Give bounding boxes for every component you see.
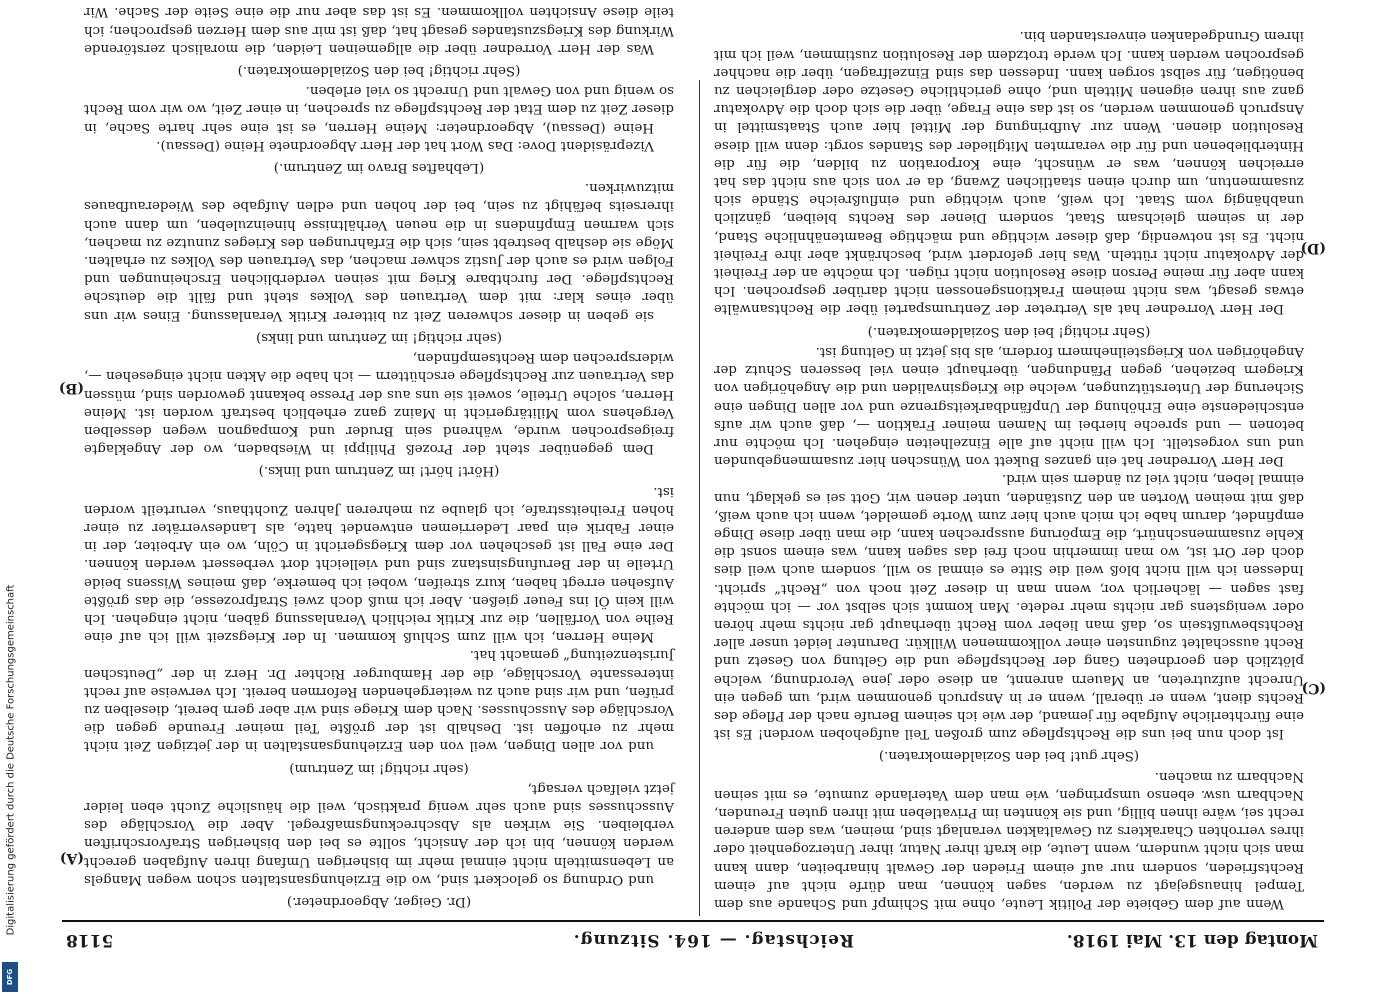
paragraph: und Ordnung so gelockert sind, wo die Erziehungsanstalten schon wegen Mangels an Lebensmitteln nicht einmal mehr im bisherigen Umfang ihren Aufgaben gerecht werden können, bin ich der Ansicht, sollte es bei den bisherigen Strafvorschriften verbleiben. Sie wirken als Abschreckungsmaßregel. Aber die Vorschläge des Ausschusses sind auch sehr wenig praktisch, weil die häusliche Zucht eben leider jetzt vielfach versagt,: [84, 780, 674, 887]
paragraph: Ist doch nun bei uns die Rechtspflege zum großen Teil aufgehoben worden! Es ist eine fürchterliche Aufgabe für jemand, der wie ich seinem Berufe nach der Pflege des Rechts dient, wenn er überall, wenn er in Anspruch genommen wird, um gegen ein Unrecht aufzutreten, an Mauern anrennt, an diese oder jene Verordnung, welche plötzlich den geordneten Gang der Rechtspflege und die Geltung von Gesetz und Recht ausschaltet zugunsten einer vollkommenen Willkür. Darunter leidet unser aller Rechtsbewußtsein so, daß man lieber vom Recht überhaupt gar nichts mehr hören oder wenigstens gar nichts mehr redete. Man kommt sich selbst vor — ich möchte fast sagen — lächerlich vor, wenn man in dieser Zeit noch von „Recht“ spricht. Indessen ich will nicht bloß weil die Sitte es einmal so will, sondern auch weil dies doch der Ort ist, wo man immerhin noch frei das sagen kann, was einem sonst die Kehle zusammenschnürt, die Empörung aussprechen kann, die man über diese Dinge empfindet, darum habe ich mich auch hier zum Worte gemeldet, wenn ich auch weiß, daß mit meinen Worten an den Zuständen, unter denen wir, Gott sei es geklagt, nun einmal leben, nicht viel zu ändern sein wird.: [714, 471, 1304, 742]
page-number: 5118: [66, 930, 114, 950]
paragraph: Dem gegenüber steht der Prozeß Philippi in Wiesbaden, wo der Angeklagte freigesprochen wurde, während sein Bruder und Kompagnon wegen desselben Vergehens vom Militärgericht in Mainz ganz erheblich bestraft worden ist. Meine Herren, solche Urteile, soweit sie uns aus der Presse bekannt geworden sind, müssen das Vertrauen zur Rechtspflege erschüttern — ich habe die Akten nicht eingesehen —, widersprechen dem Rechtsempfinden,: [84, 350, 674, 457]
page-header: [62, 920, 1324, 956]
scanned-page-area: [58, 4, 1326, 956]
page-title: Reichstag. — 164. Sitzung.: [572, 930, 854, 950]
margin-letter-a: (A): [59, 850, 84, 866]
interjection: (Sehr gut! bei den Sozialdemokraten.): [878, 748, 1140, 764]
dfg-logo: DFG: [2, 962, 18, 992]
column-divider: [699, 80, 700, 916]
newspaper-page: [58, 4, 1326, 956]
interjection: (Hört! hört! im Zentrum und links.): [258, 463, 500, 479]
paragraph: Wenn auf dem Gebiete der Politik Leute, ohne mit Schimpf und Schande aus dem Tempel hinausgejagt zu werden, sagen können, man dürfe nicht auf einem Rechtsfrieden, sondern nur auf einem Frieden der Gewalt hinarbeiten, dann kann man sich nicht wundern, wenn Leute, die kraft ihrer Natur, ihrer Unterzogenheit oder ihres verrohten Charakters zu Gewaltakten veranlagt sind, meinen, was dem anderen recht sei, wäre ihnen billig, und sie könnten im Privatleben mit ihren guten Freunden, Nachbarn usw. ebenso umspringen, wie man dem Vaterlande zumute, es mit seinen Nachbarn zu machen.: [714, 768, 1304, 911]
speaker-label: (Dr. Geiger, Abgeordneter.): [286, 894, 472, 909]
paragraph: und vor allen Dingen, weil von den Erziehungsanstalten in der jetzigen Zeit nicht mehr zu erhoffen ist. Deshalb ist der größte Teil meiner Freunde gegen die Vorschläge des Ausschusses. Nach dem Kriege sind wir aber gern bereit, dieselben zu prüfen, und wir sind auch zu weitergehenden Reformen bereit. Ich verweise auf recht interessante Vorschläge, die der Hamburger Richter Dr. Herz in der „Deutschen Juristenzeitung“ gemacht hat.: [84, 647, 674, 754]
paragraph: Was der Herr Vorredner über die allgemeinen Leiden, die moralisch zerstörende Wirkung des Kriegszustandes gesagt hat, daß ist mir aus dem Herzen gesprochen; ich teile diese Ansichten vollkommen. Es ist das aber nur die eine Seite der Sache. Wir: [84, 4, 674, 56]
page-date: Montag den 13. Mai 1918.: [1066, 930, 1318, 950]
digitization-credit: Digitalisierung gefördert durch die Deutsche Forschungsgemeinschaft: [5, 584, 17, 936]
side-credit-strip: [0, 0, 22, 1000]
margin-letter-d: (D): [1300, 240, 1326, 256]
interjection: (sehr richtig! im Zentrum): [289, 760, 469, 776]
paragraph: Heine (Dessau), Abgeordneter: Meine Herren, es ist eine sehr harte Sache, in dieser Zeit zu dem Etat der Rechtspflege zu sprechen, in einer Zeit, wo wir vom Recht so wenig und von Gewalt und Unrecht so viel erleben.: [84, 83, 674, 135]
paragraph: Vizepräsident Dove: Das Wort hat der Herr Abgeordnete Heine (Dessau).: [156, 137, 654, 153]
margin-letter-b: (B): [58, 380, 84, 396]
paragraph: sie geben in dieser schweren Zeit zu bitterer Kritik Veranlassung. Eines wir uns über eines klar: mit dem Vertrauen des Volkes steht und fällt die deutsche Rechtspflege. Der furchtbare Krieg mit seinen verderblichen Erscheinungen und Folgen wird es auch der Justiz schwer machen, das Vertrauen des Volkes zu erhalten. Möge sie deshalb bestrebt sein, sich die Erfahrungen des Krieges zunutze zu machen, sich warmen Empfindens in die neuen Verhältnisse hineinzuleben, um dann auch ihrerseits befähigt zu sein, bei der hohen und edlen Aufgabe des Wiederaufbaues mitzuwirken.: [84, 180, 674, 323]
paragraph: Der Herr Vorredner hat als Vertreter der Zentrumspartei über die Rechtsanwälte etwas gesagt, was nicht meinem Fraktionsgenossen nicht darüber gesprochen. Ich kann aber für meine Person diese Resolution nicht rügen. Ich möchte an der Freiheit der Advokatur nicht rütteln. Was hier gefordert wird, beschränkt aber ihre Freiheit nicht. Es ist notwendig, daß dieser wichtige und mächtige Beamtenähnliche Stand, der in seinem gleichsam Staat, sondern Diener des Rechts bleiben, gänzlich unabhängig vom Staat. Ich weiß, auch wichtige und einflußreiche Stände sich zusammentun, um durch einen staatlichen Zwang, da er von sich aus nicht das hat erreichen können, was er wünscht, eine Korporation zu bilden, die für die Hinterbliebenen und für die verarmten Mitglieder des Standes sorgt: denn will diese Resolution dienen. Wenn zur Aufbringung der Mittel hier auch Staatsmittel in Anspruch genommen werden, so ist das eine Frage, über die sich doch die Advokatur ganz aus ihren eigenen Mitteln und, ohne gerichtliche Gesetze oder dergleichen zu benötigen, für selbst sorgen kann. Indessen das sind Einzelfragen, über die nachher gesprochen werden kann. Ich werde trotzdem der Resolution zustimmen, weil ich mit ihrem Grundgedanken einverstanden bin.: [714, 28, 1304, 317]
paragraph: Der Herr Vorredner hat ein ganzes Bukett von Wünschen hier zusammengebunden und uns vorgestellt. Ich will nicht auf alle Einzelheiten eingehen. Ich möchte nur betonen — und spreche hierbei im Namen meiner Fraktion —, daß auch wir aufs entschiedenste eine Erhöhung der Unpfändbarkeitsgrenze und vor allen Dingen eine Sicherung der Unterstützungen, welche die Kriegsinvaliden und die Angehörigen von Kriegern beziehen, gegen Pfändungen, überhaupt einen viel besseren Schutz der Angehörigen von Kriegsteilnehmern fordern, als bis jetzt in Geltung ist.: [714, 343, 1304, 469]
interjection: (sehr richtig! im Zentrum und links): [256, 329, 502, 345]
left-text-column: [714, 28, 1304, 912]
interjection: (Lebhaftes Bravo im Zentrum.): [273, 160, 485, 176]
right-text-column: [84, 4, 674, 912]
interjection: (Sehr richtig! bei den Sozialdemokraten.): [237, 63, 521, 79]
paragraph: Meine Herren, ich will zum Schluß kommen. In der Kriegszeit will ich auf eine Reihe von Vorfällen, die zur Kritik reichlich Veranlassung gäben, nicht eingehen. Ich will kein Öl ins Feuer gießen. Aber ich muß doch zwei Strafprozesse, die das größte Aufsehen erregt haben, kurz streifen, wobei ich bemerke, daß meines Wissens beide Urteile in der Berufungsinstanz sind und vielleicht dort verbessert werden können. Der eine Fall ist geschehen vor dem Kriegsgericht in Cöln, wo ein Arbeiter, der in einer Fabrik ein paar Lederriemen entwendet hatte, als Landesverräter zu einer hohen Freiheitsstrafe, ich glaube zu mehreren Jahren Zuchthaus, verurteilt worden ist.: [84, 483, 674, 645]
margin-letter-c: (C): [1301, 680, 1326, 696]
interjection: (Sehr richtig! bei den Sozialdemokraten.): [867, 323, 1151, 339]
